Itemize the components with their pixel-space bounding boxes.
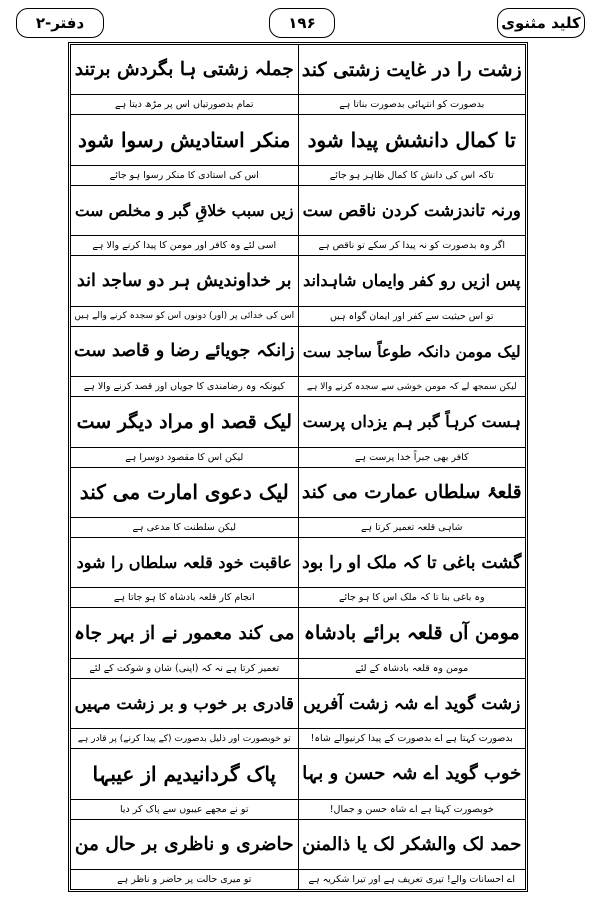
- urdu-translation-second: تعمیر کرتا ہے نہ کہ (اپنی) شان و شوکت کے لئے: [71, 659, 299, 678]
- urdu-translation-first: تاکہ اس کی دانش کا کمال ظاہر ہو جائے: [329, 169, 494, 181]
- translation-line: [71, 587, 525, 607]
- translation-line: [71, 799, 525, 819]
- persian-hemistich-first: پس ازیں رو کفر وایماں شاہداند: [303, 271, 521, 291]
- urdu-translation-second: اس کی خدائی پر (اور) دونوں اس کو سجدہ کرنے والے ہیں: [71, 307, 299, 326]
- urdu-translation-second: اس کی استادی کا منکر رسوا ہو جائے: [71, 166, 299, 185]
- verse-row: [71, 185, 525, 255]
- verse-row: [71, 748, 525, 818]
- persian-hemistich-first: زشت را در غایت زشتی کند: [301, 58, 522, 81]
- persian-hemistich-first: ورنہ تاندزشت کردن ناقص ست: [302, 201, 521, 221]
- verse-row: [71, 678, 525, 748]
- urdu-translation-first: بدصورت کو انتہائی بدصورت بناتا ہے: [339, 99, 485, 111]
- urdu-translation-first: شاہی قلعہ تعمیر کرتا ہے: [360, 521, 463, 533]
- persian-hemistich-first: تا کمال دانشش پیدا شود: [307, 128, 516, 153]
- persian-hemistich-second: عاقبت خود قلعہ سلطاں را شود: [71, 538, 299, 587]
- urdu-translation-second: اسی لئے وہ کافر اور مومن کا پیدا کرنے والا ہے: [71, 236, 299, 255]
- urdu-translation-second: لیکن سلطنت کا مدعی ہے: [71, 518, 299, 537]
- persian-line: [71, 749, 525, 798]
- urdu-translation-first: وہ باغی بنا تا کہ ملک اس کا ہو جائے: [338, 592, 485, 604]
- urdu-translation-second: کیونکہ وہ رضامندی کا جویاں اور قصد کرنے والا ہے: [71, 377, 299, 396]
- verse-row: [71, 537, 525, 607]
- persian-hemistich-second: منکر استادیش رسوا شود: [71, 115, 299, 164]
- verse-row: [71, 607, 525, 677]
- persian-hemistich-second: زیں سبب خلاقِ گبر و مخلص ست: [71, 186, 299, 235]
- urdu-translation-first: اگر وہ بدصورت کو نہ پیدا کر سکے تو ناقص ہے: [318, 240, 506, 252]
- persian-line: [71, 256, 525, 305]
- persian-hemistich-first: مومن آں قلعہ برائے بادشاہ: [303, 622, 520, 645]
- persian-line: [71, 679, 525, 728]
- verse-row: [71, 396, 525, 466]
- persian-line: [71, 538, 525, 587]
- volume-label: دفتر-۲: [16, 8, 104, 38]
- urdu-translation-first: مومن وہ قلعہ بادشاہ کے لئے: [355, 662, 469, 674]
- urdu-translation-first: اے احسانات والے! تیری تعریف ہے اور تیرا شکریہ ہے: [308, 874, 516, 886]
- persian-hemistich-first: گشت باغی تا کہ ملک او را بود: [302, 553, 522, 574]
- translation-line: [71, 94, 525, 114]
- translation-line: [71, 728, 525, 748]
- persian-hemistich-second: حاضری و ناظری بر حال من: [71, 820, 299, 869]
- persian-line: [71, 468, 525, 517]
- persian-hemistich-second: پاک گردانیدیم از عیبہا: [71, 749, 299, 798]
- urdu-translation-first: خوبصورت کہتا ہے اے شاہ حسن و جمال!: [329, 803, 494, 815]
- persian-hemistich-second: می کند معمور نے از بہر جاہ: [71, 608, 299, 657]
- persian-hemistich-first: خوب گوید اے شہ حسن و بہا: [302, 763, 522, 785]
- urdu-translation-first: بدصورت کہتا ہے اے بدصورت کے پیدا کرنیوالے شاہ!: [310, 733, 513, 745]
- urdu-translation-first: تو اس حیثیت سے کفر اور ایمان گواہ ہیں: [329, 310, 494, 322]
- persian-hemistich-first: قلعۂ سلطاں عمارت می کند: [301, 481, 522, 503]
- persian-hemistich-second: لیک دعوی امارت می کند: [71, 468, 299, 517]
- persian-line: [71, 397, 525, 446]
- page-number: ۱۹۶: [269, 8, 335, 38]
- urdu-translation-second: تو میری حالت پر حاضر و ناظر ہے: [71, 870, 299, 889]
- translation-line: [71, 235, 525, 255]
- persian-line: [71, 327, 525, 376]
- persian-line: [71, 820, 525, 869]
- persian-hemistich-first: زشت گوید اے شہ زشت آفریں: [303, 694, 521, 714]
- verse-row: [71, 114, 525, 184]
- translation-line: [71, 165, 525, 185]
- verse-row: [71, 45, 525, 114]
- verse-row: [71, 467, 525, 537]
- translation-line: [71, 517, 525, 537]
- translation-line: [71, 376, 525, 396]
- urdu-translation-second: تو خوبصورت اور ذلیل بدصورت (کے پیدا کرنے) پر قادر ہے: [71, 729, 299, 748]
- persian-line: [71, 45, 525, 94]
- persian-hemistich-second: لیک قصد او مراد دیگر ست: [71, 397, 299, 446]
- urdu-translation-second: لیکن اس کا مقصود دوسرا ہے: [71, 448, 299, 467]
- verse-row: [71, 255, 525, 325]
- translation-line: [71, 658, 525, 678]
- urdu-translation-second: انجام کار قلعہ بادشاہ کا ہو جاتا ہے: [71, 588, 299, 607]
- persian-hemistich-first: لیک مومن دانکہ طوعاً ساجد ست: [302, 341, 521, 361]
- persian-hemistich-second: بر خداوندیش ہر دو ساجد اند: [71, 256, 299, 305]
- verse-row: [71, 819, 525, 889]
- urdu-translation-first: کافر بھی جبراً خدا پرست ہے: [354, 451, 469, 463]
- book-title: کلید مثنوی: [497, 8, 585, 38]
- translation-line: [71, 869, 525, 889]
- persian-hemistich-second: جملہ زشتی ہا بگردش برتند: [71, 45, 299, 94]
- urdu-translation-second: تو نے مجھے عیبوں سے پاک کر دیا: [71, 800, 299, 819]
- urdu-translation-second: تمام بدصورتیاں اس پر مڑھ دیتا ہے: [71, 95, 299, 114]
- translation-line: [71, 306, 525, 326]
- verse-table: [68, 42, 528, 892]
- persian-line: [71, 115, 525, 164]
- translation-line: [71, 447, 525, 467]
- persian-hemistich-first: حمد لک والشکر لک یا ذالمنن: [302, 833, 522, 855]
- verse-row: [71, 326, 525, 396]
- persian-hemistich-second: قادری بر خوب و بر زشت مہیں: [71, 679, 299, 728]
- persian-hemistich-second: زانکہ جویائے رضا و قاصد ست: [71, 327, 299, 376]
- persian-line: [71, 186, 525, 235]
- persian-line: [71, 608, 525, 657]
- persian-hemistich-first: ہست کرہاً گبر ہم یزداں پرست: [302, 412, 521, 432]
- urdu-translation-first: لیکن سمجھ لے کہ مومن خوشی سے سجدہ کرنے والا ہے: [306, 381, 517, 392]
